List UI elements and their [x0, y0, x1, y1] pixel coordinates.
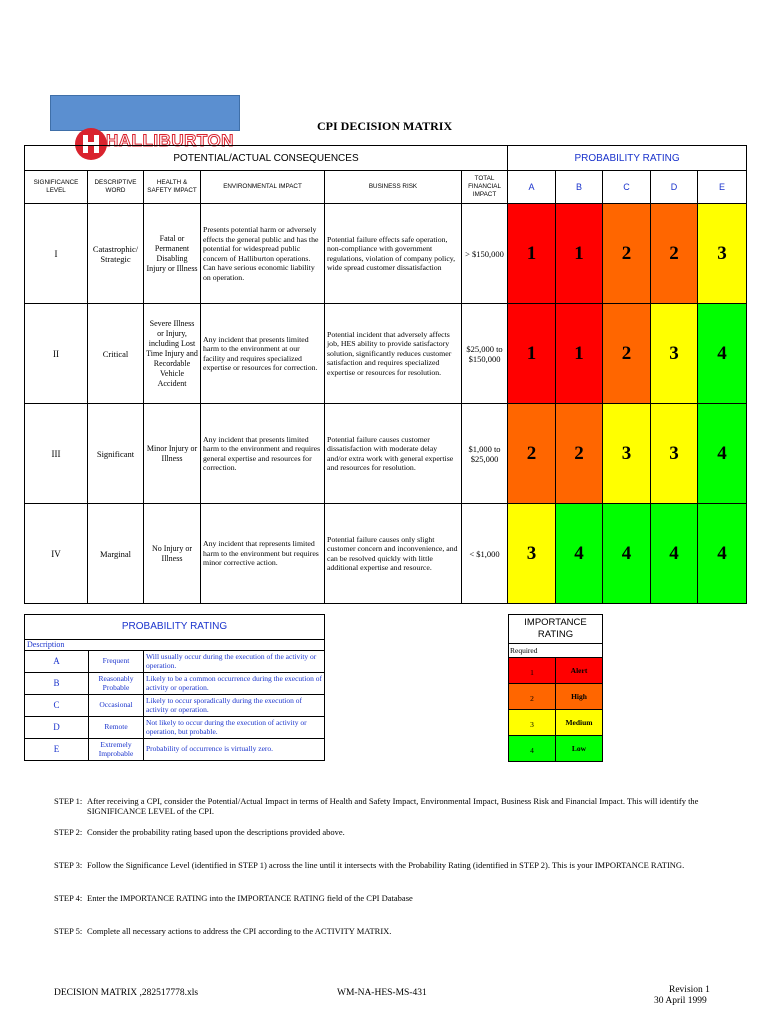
probability-text: Likely to be a common occurrence during the execution of activity or operation. [144, 673, 325, 695]
probability-rating-table [24, 614, 325, 761]
matrix-row [25, 204, 747, 304]
step-text: Complete all necessary actions to address the CPI according to the ACTIVITY MATRIX. [87, 926, 392, 936]
rating-cell: 4 [556, 504, 603, 604]
importance-label: Alert [556, 658, 603, 684]
health-safety-impact: Minor Injury or Illness [144, 404, 201, 504]
step-label: STEP 1: [54, 796, 83, 806]
financial-impact: < $1,000 [462, 504, 508, 604]
required-label: Required [509, 644, 556, 658]
importance-table-title: IMPORTANCE RATING [509, 615, 603, 644]
business-risk: Potential failure causes customer dissatisfaction with moderate delay and/or extra work with general expertise and resources for resolution. [325, 404, 462, 504]
probability-text: Probability of occurrence is virtually zero. [144, 739, 325, 761]
importance-number: 3 [509, 710, 556, 736]
col-descriptive-word: DESCRIPTIVE WORD [88, 171, 144, 204]
step-label: STEP 2: [54, 827, 83, 837]
probability-letter: C [25, 695, 89, 717]
step-label: STEP 4: [54, 893, 83, 903]
footer-doc-id: WM-NA-HES-MS-431 [337, 988, 427, 998]
footer-filename: DECISION MATRIX ,282517778.xls [54, 988, 199, 998]
financial-impact: $25,000 to $150,000 [462, 304, 508, 404]
rating-cell: 1 [556, 304, 603, 404]
header-blue-box [50, 95, 240, 131]
rating-cell: 2 [603, 204, 651, 304]
health-safety-impact: No Injury or Illness [144, 504, 201, 604]
step-label: STEP 5: [54, 926, 83, 936]
step-text: Follow the Significance Level (identified in STEP 1) across the line until it intersects with the Probability Rating (identified in STEP 2). This is your IMPORTANCE RATING. [87, 860, 685, 870]
col-letter-e: E [698, 171, 747, 204]
importance-label: Medium [556, 710, 603, 736]
step-text: After receiving a CPI, consider the Potential/Actual Impact in terms of Health and Safety Impact, Environmental Impact, Business Risk and Financial Impact. This will identify the SIGNIFICANCE LEVEL of the CPI. [87, 796, 699, 816]
descriptive-word: Marginal [88, 504, 144, 604]
financial-impact: $1,000 to $25,000 [462, 404, 508, 504]
rating-cell: 1 [556, 204, 603, 304]
step-text: Enter the IMPORTANCE RATING into the IMPORTANCE RATING field of the CPI Database [87, 893, 413, 903]
page-title: CPI DECISION MATRIX [317, 119, 453, 133]
description-label: Description [25, 640, 325, 651]
rating-cell: 4 [603, 504, 651, 604]
environmental-impact: Presents potential harm or adversely effects the general public and has the potential for widespread public concern of Halliburton operations. Can have serious economic liability on operation. [201, 204, 325, 304]
rating-cell: 2 [603, 304, 651, 404]
rating-cell: 1 [508, 204, 556, 304]
descriptive-word: Critical [88, 304, 144, 404]
matrix-row [25, 404, 747, 504]
col-letter-d: D [651, 171, 698, 204]
significance-level: II [25, 304, 88, 404]
significance-level: III [25, 404, 88, 504]
potential-consequences-header: POTENTIAL/ACTUAL CONSEQUENCES [25, 146, 508, 171]
importance-rating-table [508, 614, 603, 762]
rating-cell: 3 [508, 504, 556, 604]
step-text: Consider the probability rating based upon the descriptions provided above. [87, 827, 345, 837]
probability-letter: A [25, 651, 89, 673]
step-label: STEP 3: [54, 860, 83, 870]
business-risk: Potential failure effects safe operation, non-compliance with government regulations, violation of company policy, wide spread customer dissatisfaction [325, 204, 462, 304]
descriptive-word: Catastrophic/ Strategic [88, 204, 144, 304]
environmental-impact: Any incident that presents limited harm to the environment at our facility and requires specialized expertise or resources for correction. [201, 304, 325, 404]
matrix-row [25, 304, 747, 404]
footer-revision: Revision 1 [669, 985, 710, 995]
probability-letter: B [25, 673, 89, 695]
probability-word: Extremely Improbable [89, 739, 144, 761]
environmental-impact: Any incident that represents limited harm to the environment but requires minor corrective action. [201, 504, 325, 604]
rating-cell: 4 [651, 504, 698, 604]
business-risk: Potential incident that adversely affects job, HES ability to provide satisfactory solution, significantly reduces customer satisfaction and requires specialized expertise or resources for resolution. [325, 304, 462, 404]
environmental-impact: Any incident that presents limited harm to the environment and requires general expertise and resources for correction. [201, 404, 325, 504]
probability-letter: E [25, 739, 89, 761]
footer-date: 30 April 1999 [654, 996, 707, 1006]
col-significance-level: SIGNIFICANCE LEVEL [25, 171, 88, 204]
probability-text: Likely to occur sporadically during the execution of activity or operation. [144, 695, 325, 717]
importance-number: 1 [509, 658, 556, 684]
rating-cell: 4 [698, 504, 747, 604]
col-business-risk: BUSINESS RISK [325, 171, 462, 204]
rating-cell: 4 [698, 404, 747, 504]
matrix-row [25, 504, 747, 604]
col-letter-b: B [556, 171, 603, 204]
descriptive-word: Significant [88, 404, 144, 504]
col-letter-a: A [508, 171, 556, 204]
health-safety-impact: Fatal or Permanent Disabling Injury or Illness [144, 204, 201, 304]
importance-number: 2 [509, 684, 556, 710]
rating-cell: 3 [651, 304, 698, 404]
probability-table-title: PROBABILITY RATING [25, 615, 325, 640]
health-safety-impact: Severe Illness or Injury, including Lost Time Injury and Recordable Vehicle Accident [144, 304, 201, 404]
rating-cell: 2 [556, 404, 603, 504]
financial-impact: > $150,000 [462, 204, 508, 304]
probability-text: Not likely to occur during the execution of activity or operation, but probable. [144, 717, 325, 739]
col-environmental: ENVIRONMENTAL IMPACT [201, 171, 325, 204]
importance-row [509, 658, 603, 684]
probability-text: Will usually occur during the execution of the activity or operation. [144, 651, 325, 673]
probability-word: Occasional [89, 695, 144, 717]
rating-cell: 1 [508, 304, 556, 404]
importance-row [509, 684, 603, 710]
significance-level: IV [25, 504, 88, 604]
col-health-safety: HEALTH & SAFETY IMPACT [144, 171, 201, 204]
importance-row [509, 710, 603, 736]
rating-cell: 3 [698, 204, 747, 304]
rating-cell: 4 [698, 304, 747, 404]
probability-word: Reasonably Probable [89, 673, 144, 695]
decision-matrix-table [24, 145, 747, 604]
rating-cell: 3 [651, 404, 698, 504]
importance-label: Low [556, 736, 603, 762]
logo-text: HALLIBURTON [106, 131, 234, 150]
importance-number: 4 [509, 736, 556, 762]
col-letter-c: C [603, 171, 651, 204]
col-financial: TOTAL FINANCIAL IMPACT [462, 171, 508, 204]
importance-label: High [556, 684, 603, 710]
rating-cell: 2 [651, 204, 698, 304]
significance-level: I [25, 204, 88, 304]
probability-word: Frequent [89, 651, 144, 673]
importance-row [509, 736, 603, 762]
rating-cell: 3 [603, 404, 651, 504]
probability-word: Remote [89, 717, 144, 739]
rating-cell: 2 [508, 404, 556, 504]
probability-rating-header: PROBABILITY RATING [508, 146, 747, 171]
business-risk: Potential failure causes only slight customer concern and inconvenience, and can be resolved quickly with little additional expertise and resource. [325, 504, 462, 604]
probability-letter: D [25, 717, 89, 739]
